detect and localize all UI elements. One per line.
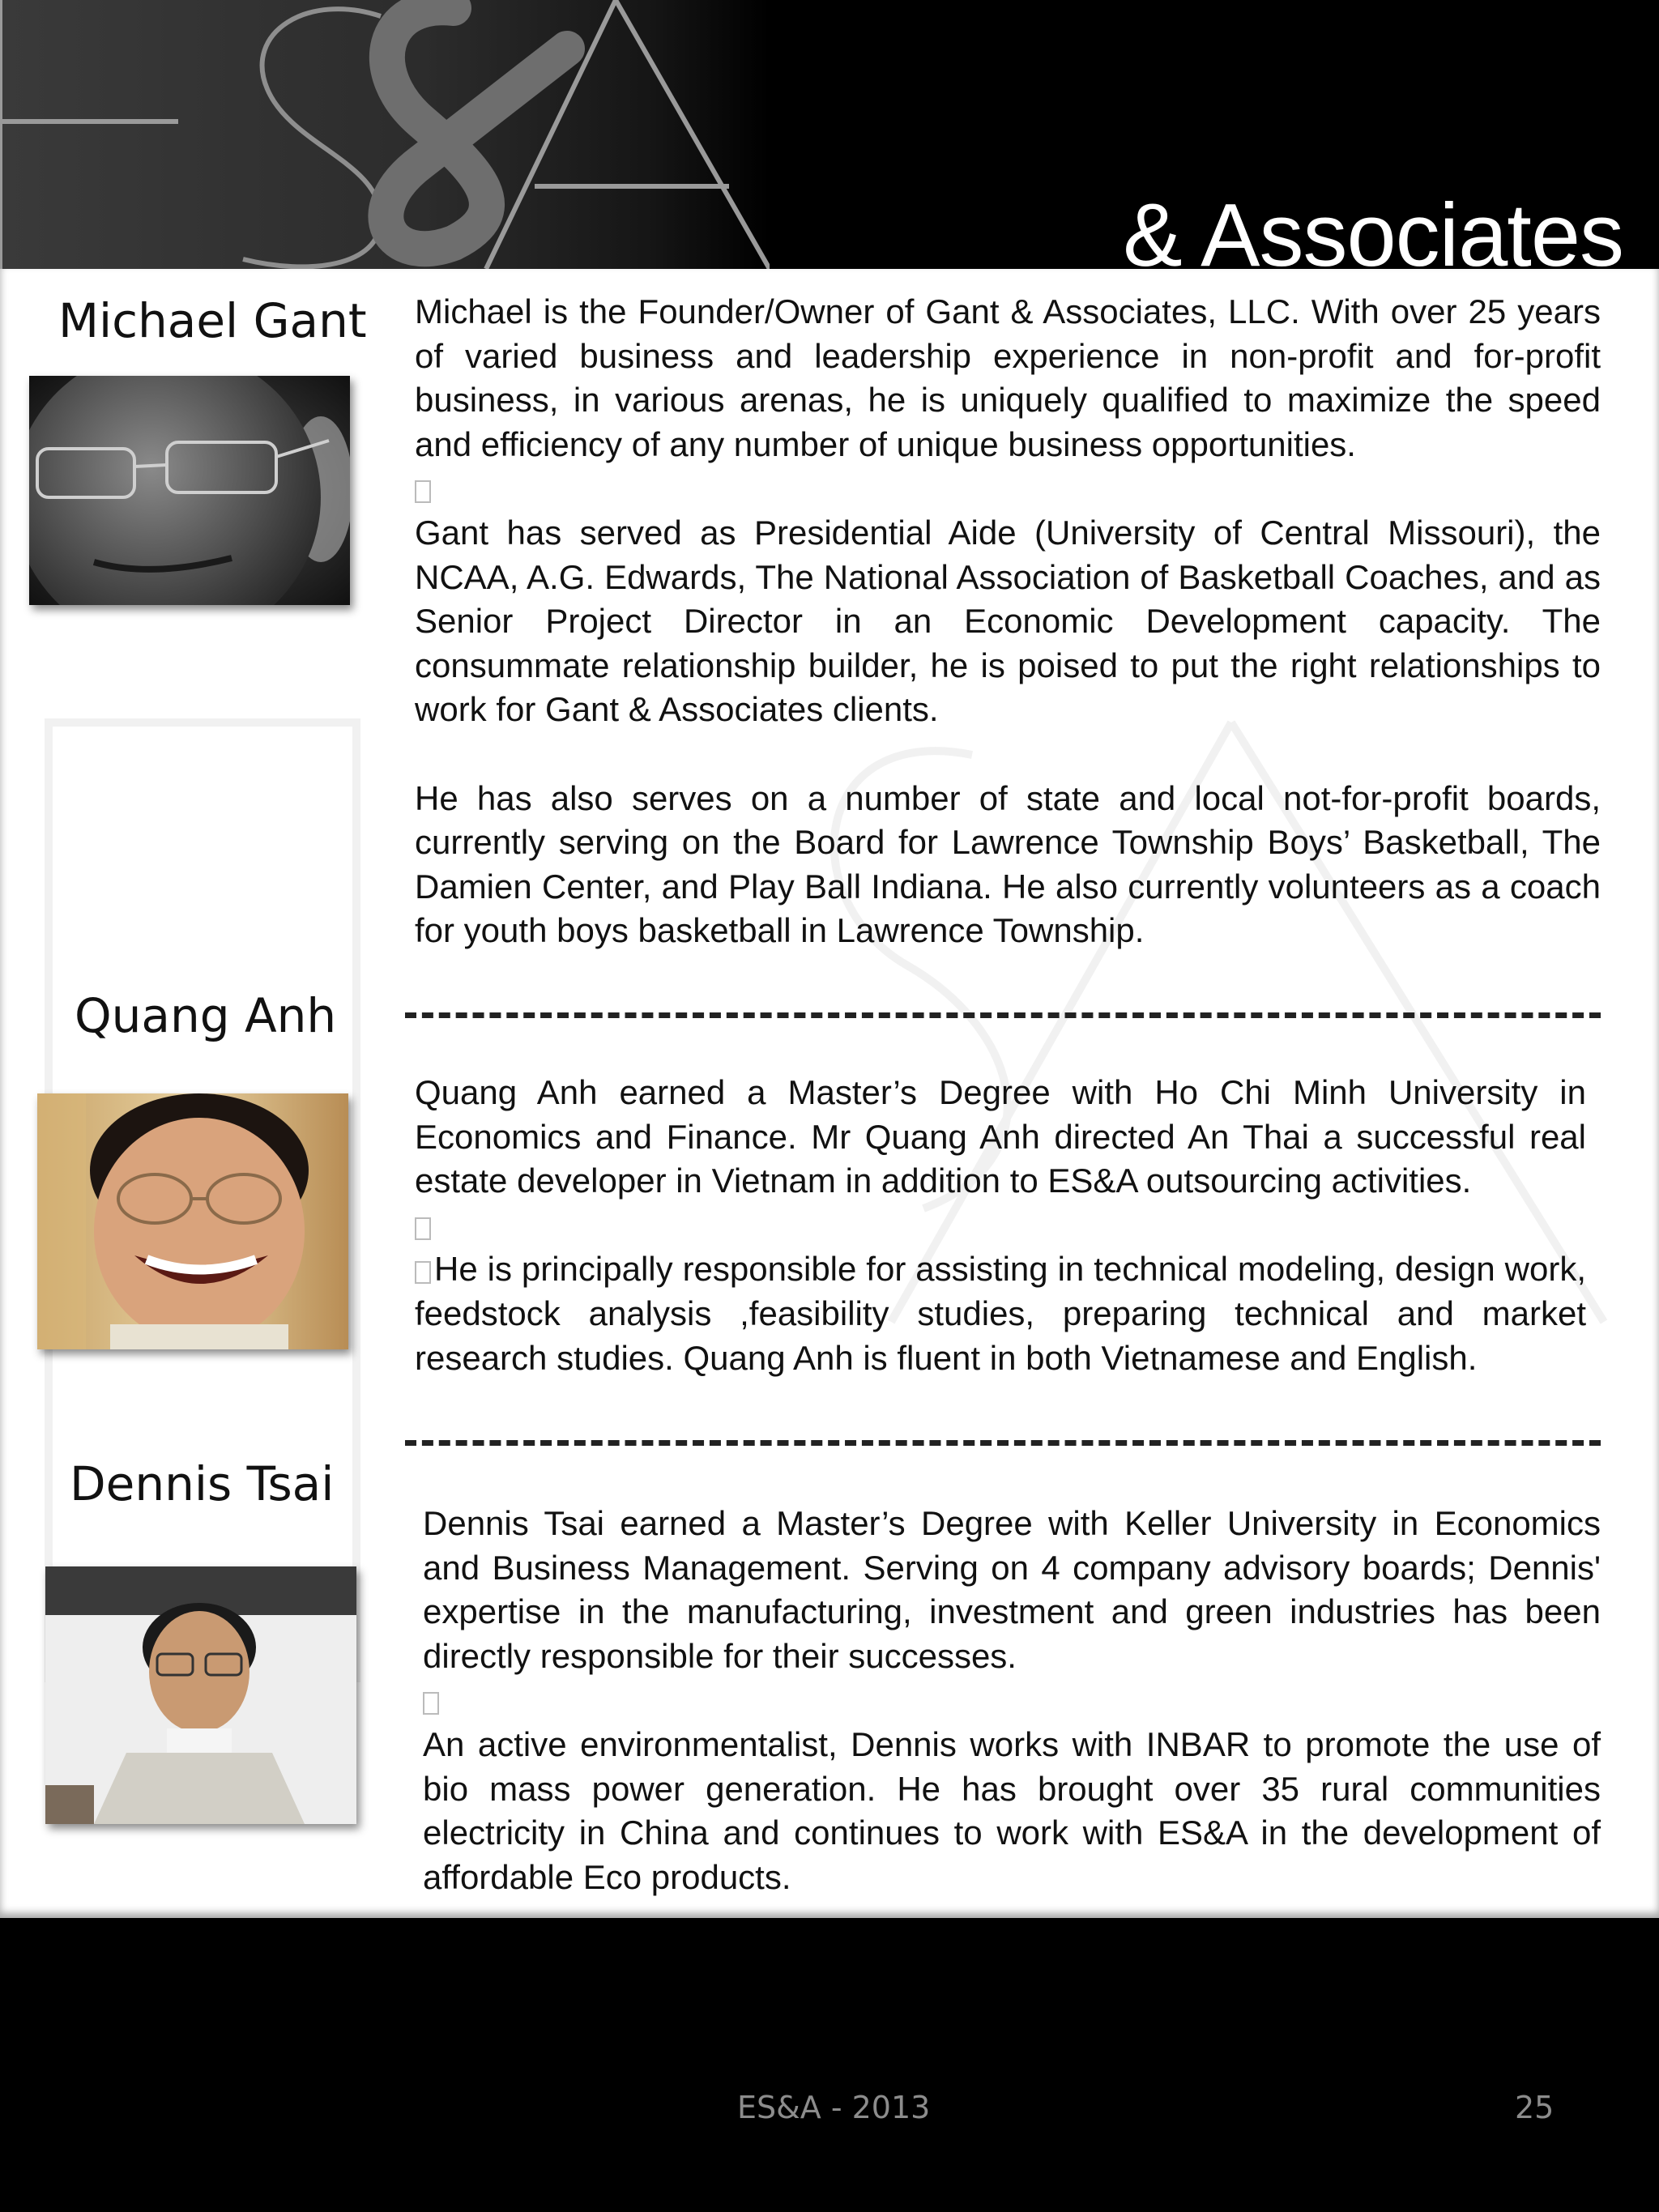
section-divider xyxy=(405,1012,1601,1018)
profile-photo-dennis-tsai xyxy=(45,1566,356,1824)
empty-box-icon xyxy=(423,1692,439,1715)
esa-logo-graphic xyxy=(0,0,770,269)
empty-box-icon xyxy=(415,480,431,503)
bio-paragraph: Dennis Tsai earned a Master’s Degree with Keller University in Economics and Business Management. Serving on 4 company advisory boards; Dennis' expertise in the manufacturing, investment and green industries has been directly responsible for their successes. xyxy=(423,1504,1601,1675)
bullet-placeholder xyxy=(415,467,1601,511)
bio-paragraph: He has also serves on a number of state and local not-for-profit boards, currently serving on the Board for Lawrence Township Boys’ Basketball, The Damien Center, and Play Ball Indiana. He also currently volunteers as a coach for youth boys basketball in Lawrence Township. xyxy=(415,778,1601,950)
bio-paragraph: Gant has served as Presidential Aide (University of Central Missouri), the NCAA, A.G. Edwards, The National Association of Basketball Coaches, and as Senior Project Director in an Economic Development capacity. The consummate relationship builder, he is poised to put the right relationships to work for Gant & Associates clients. xyxy=(415,513,1601,729)
profile-name-michael-gant: Michael Gant xyxy=(58,293,367,348)
bullet-placeholder xyxy=(415,1204,1586,1248)
profile-bio-quang-anh xyxy=(415,1071,1586,1380)
tagline: & Associates xyxy=(1123,185,1623,269)
profile-bio-dennis-tsai xyxy=(423,1502,1601,1899)
blank-line xyxy=(415,732,1601,777)
profile-name-quang-anh: Quang Anh xyxy=(75,988,337,1043)
header-banner xyxy=(0,0,1659,269)
content-panel xyxy=(0,269,1659,1918)
bio-paragraph: An active environmentalist, Dennis works with INBAR to promote the use of bio mass power generation. He has brought over 35 rural communities electricity in China and continues to work with ES&A in the development of affordable Eco products. xyxy=(423,1724,1601,1896)
logo-watermark xyxy=(0,0,770,269)
person-portrait-icon xyxy=(37,1093,348,1349)
page-number: 25 xyxy=(1515,2090,1555,2125)
profile-photo-michael-gant xyxy=(29,376,350,605)
bio-paragraph: Michael is the Founder/Owner of Gant & Associates, LLC. With over 25 years of varied business and leadership experience in non-profit and for-profit business, in various arenas, he is uniquely qualified to maximize the speed and efficiency of any number of unique business opportunities. xyxy=(415,292,1601,463)
empty-box-icon xyxy=(415,1261,431,1284)
profile-name-dennis-tsai: Dennis Tsai xyxy=(70,1456,335,1511)
bio-paragraph: He is principally responsible for assisting in technical modeling, design work, feedstock analysis ,feasibility studies, preparing technical and market research studies. Quang Anh is fluent in both Vietnamese and English. xyxy=(415,1250,1586,1377)
bullet-placeholder xyxy=(423,1678,1601,1723)
empty-box-icon xyxy=(415,1217,431,1240)
bio-paragraph-wrapper xyxy=(415,1247,1586,1380)
profile-bio-michael-gant xyxy=(415,290,1601,953)
bio-paragraph: Quang Anh earned a Master’s Degree with Ho Chi Minh University in Economics and Finance. Mr Quang Anh directed An Thai a successful real estate developer in Vietnam in addition to ES&A outsourcing activities. xyxy=(415,1073,1586,1200)
person-portrait-icon xyxy=(45,1566,356,1824)
person-portrait-icon xyxy=(29,376,350,605)
profile-photo-quang-anh xyxy=(37,1093,348,1349)
footer-label: ES&A - 2013 xyxy=(737,2090,931,2125)
section-divider xyxy=(405,1440,1601,1446)
